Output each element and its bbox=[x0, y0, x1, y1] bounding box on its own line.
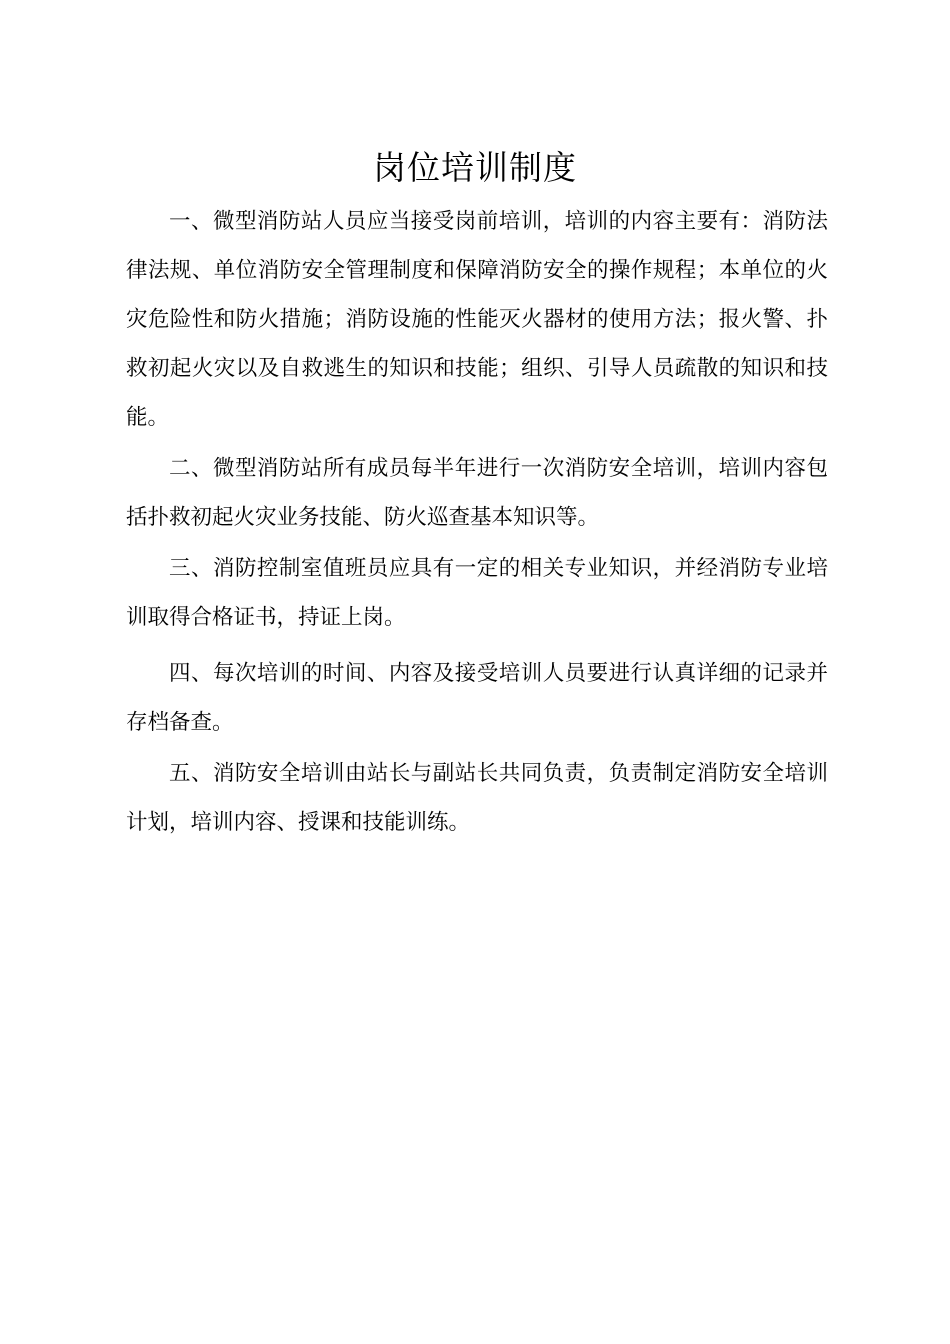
document-body bbox=[126, 197, 828, 847]
paragraph-1: 一、微型消防站人员应当接受岗前培训，培训的内容主要有：消防法律法规、单位消防安全管理制度和保障消防安全的操作规程；本单位的火灾危险性和防火措施；消防设施的性能灭火器材的使用方法；报火警、扑救初起火灾以及自救逃生的知识和技能；组织、引导人员疏散的知识和技能。 bbox=[126, 209, 828, 430]
paragraph-2: 二、微型消防站所有成员每半年进行一次消防安全培训，培训内容包括扑救初起火灾业务技能、防火巡查基本知识等。 bbox=[126, 456, 828, 530]
page-title: 岗位培训制度 bbox=[373, 148, 577, 187]
paragraph-4: 四、每次培训的时间、内容及接受培训人员要进行认真详细的记录并存档备查。 bbox=[126, 661, 828, 735]
paragraph-3: 三、消防控制室值班员应具有一定的相关专业知识，并经消防专业培训取得合格证书，持证上岗。 bbox=[126, 556, 828, 630]
paragraph-5: 五、消防安全培训由站长与副站长共同负责，负责制定消防安全培训计划，培训内容、授课和技能训练。 bbox=[126, 761, 828, 835]
